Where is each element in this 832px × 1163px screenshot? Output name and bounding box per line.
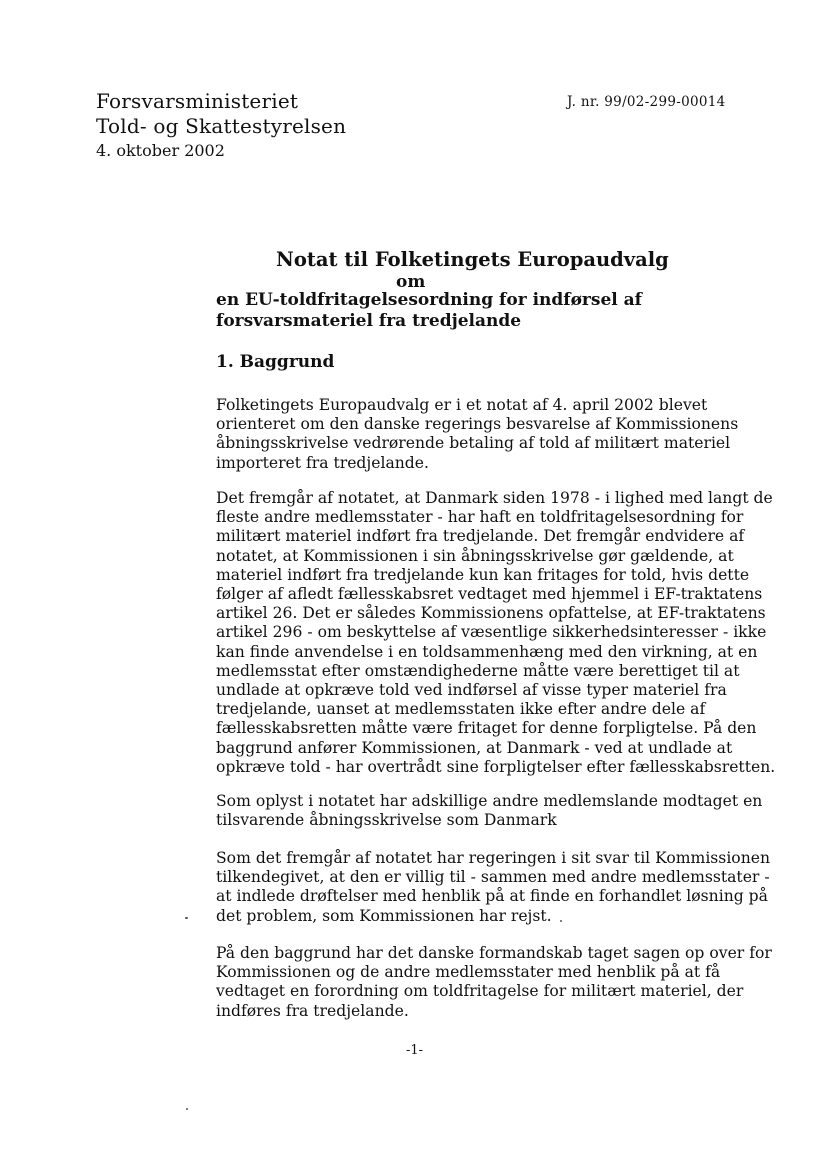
paragraph-line: artikel 296 - om beskyttelse af væsentlige sikkerhedsinteresser - ikke [216,623,767,642]
paragraph-line: importeret fra tredjelande. [216,453,429,472]
page-number: -1- [406,1043,424,1058]
paragraph-line: åbningsskrivelse vedrørende betaling af told af militært materiel [216,434,731,453]
paragraph-line: baggrund anfører Kommissionen, at Danmark - ved at undlade at [216,738,733,757]
title-line-3: en EU-toldfritagelsesordning for indførsel af [216,290,642,310]
paragraph-line: undlade at opkræve told ved indførsel af visse typer materiel fra [216,681,727,700]
paragraph-line: tilsvarende åbningsskrivelse som Danmark [216,811,557,830]
paragraph-line: kan finde anvendelse i en toldsammenhæng med den virkning, at en [216,642,758,661]
paragraph-line: fællesskabsretten måtte være fritaget for denne forpligtelse. På den [216,719,757,738]
paragraph-line: vedtaget en forordning om toldfritagelse for militært materiel, der [216,982,744,1001]
title-line-2: om [396,272,426,292]
paragraph-line: orienteret om den danske regerings besvarelse af Kommissionens [216,415,739,434]
paragraph-line: militært materiel indført fra tredjelande. Det fremgår endvidere af [216,527,745,546]
paragraph-line: følger af afledt fællesskabsret vedtaget med hjemmel i EF-traktatens [216,585,763,604]
paragraph-line: at indlede drøftelser med henblik på at finde en forhandlet løsning på [216,887,768,906]
paragraph-1 [216,396,740,473]
paragraph-line: Som oplyst i notatet har adskillige andre medlemslande modtaget en [216,792,763,810]
document-date: 4. oktober 2002 [96,141,225,160]
section-heading: 1. Baggrund [216,352,335,372]
journal-number: J. nr. 99/02-299-00014 [567,94,726,110]
paragraph-line: notatet, at Kommissionen i sin åbningsskrivelse gør gældende, at [216,546,734,565]
title-line-1: Notat til Folketingets Europaudvalg [276,248,669,271]
paragraph-line: Folketingets Europaudvalg er i et notat af 4. april 2002 blevet [216,396,708,414]
ministry-name: Forsvarsministeriet [96,89,299,113]
paragraph-line: Som det fremgår af notatet har regeringen i sit svar til Kommissionen [216,849,771,867]
title-line-4: forsvarsmateriel fra tredjelande [216,311,522,331]
agency-name: Told- og Skattestyrelsen [96,114,347,138]
paragraph-line: Det fremgår af notatet, at Danmark siden 1978 - i lighed med langt de [216,489,773,507]
paragraph-line: indføres fra tredjelande. [216,1001,409,1020]
scan-speck [186,1108,188,1110]
paragraph-line: det problem, som Kommissionen har rejst. [216,906,552,925]
paragraph-4 [216,849,771,926]
paragraph-line: medlemsstat efter omstændighederne måtte være berettiget til at [216,661,740,680]
scan-speck [185,917,188,919]
paragraph-line: tilkendegivet, at den er villig til - sammen med andre medlemsstater - [216,868,770,887]
paragraph-5 [216,944,772,1021]
scan-speck [560,920,562,922]
title-subject [0,290,832,332]
paragraph-line: tredjelande, uanset at medlemsstaten ikke efter andre dele af [216,700,706,719]
paragraph-line: artikel 26. Det er således Kommissionens opfattelse, at EF-traktatens [216,604,766,623]
paragraph-line: Kommissionen og de andre medlemsstater med henblik på at få [216,963,721,982]
paragraph-line: opkræve told - har overtrådt sine forpligtelser efter fællesskabsretten. [216,757,776,776]
paragraph-line: fleste andre medlemsstater - har haft en toldfritagelsesordning for [216,508,744,527]
paragraph-3 [216,792,763,830]
paragraph-2 [216,489,776,777]
paragraph-line: materiel indført fra tredjelande kun kan fritages for told, hvis dette [216,565,750,584]
paragraph-line: På den baggrund har det danske formandskab taget sagen op over for [216,944,772,962]
sender-block [96,89,346,161]
